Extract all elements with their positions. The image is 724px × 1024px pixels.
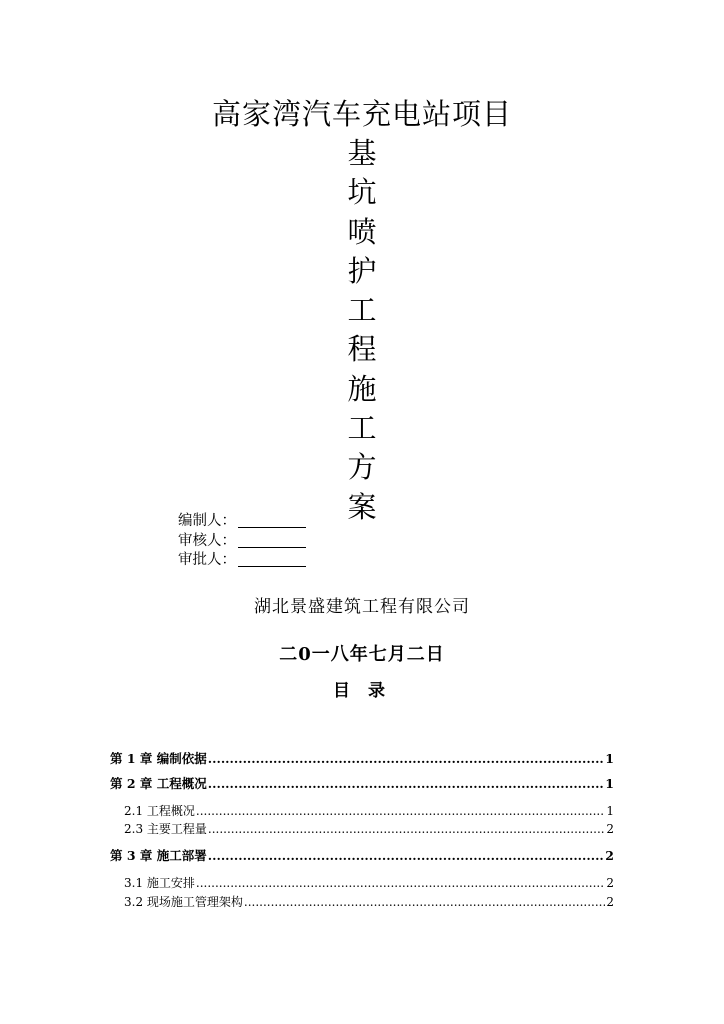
vertical-char: 护	[347, 253, 377, 288]
company-name: 湖北景盛建筑工程有限公司	[254, 597, 470, 617]
vertical-char: 喷	[347, 214, 377, 249]
toc-entry[interactable]	[124, 802, 614, 820]
toc-leader	[244, 893, 605, 911]
toc-entry[interactable]	[124, 874, 614, 892]
toc-entry[interactable]	[124, 820, 614, 838]
toc-entry[interactable]	[110, 750, 614, 768]
document-date: 二0一八年七月二日	[279, 644, 445, 665]
signature-row-approver	[178, 551, 306, 571]
toc-entry-text: 第 3 章 施工部署	[110, 848, 207, 863]
toc-page-number: 2	[606, 876, 614, 890]
toc-leader	[208, 750, 605, 768]
vertical-char: 坑	[347, 175, 377, 210]
vertical-char: 工	[347, 293, 377, 328]
signature-row-reviewer	[178, 532, 306, 552]
toc-leader	[196, 874, 605, 892]
vertical-char: 基	[347, 136, 377, 170]
signature-line	[238, 515, 306, 528]
signature-label: 审批人：	[178, 552, 236, 568]
toc-entry[interactable]	[110, 847, 614, 865]
signature-line	[238, 554, 306, 567]
toc-leader	[196, 802, 605, 820]
toc-page-number: 1	[605, 776, 614, 791]
vertical-char: 施	[347, 371, 377, 406]
toc-title: 目 录	[333, 681, 391, 701]
toc-entry[interactable]	[124, 893, 614, 911]
toc-entry[interactable]	[110, 775, 614, 793]
signature-row-author	[178, 512, 306, 532]
toc-entry-text: 2.3 主要工程量	[124, 822, 207, 836]
toc-leader	[208, 847, 605, 865]
toc-entry-text: 第 1 章 编制依据	[110, 751, 207, 766]
toc-leader	[208, 775, 605, 793]
vertical-char: 工	[347, 411, 377, 446]
vertical-title	[342, 134, 382, 527]
toc-page-number: 1	[606, 804, 614, 818]
toc-entry-text: 3.1 施工安排	[124, 876, 195, 890]
toc-entry-text: 3.2 现场施工管理架构	[124, 895, 243, 909]
cover-title: 高家湾汽车充电站项目	[211, 97, 512, 131]
signature-line	[238, 535, 306, 548]
toc-page-number: 2	[606, 895, 614, 909]
toc-entry-text: 第 2 章 工程概况	[110, 776, 207, 791]
signature-label: 编制人：	[178, 513, 236, 529]
toc-page-number: 1	[605, 751, 614, 766]
vertical-char: 案	[347, 489, 377, 524]
toc-leader	[208, 820, 605, 838]
vertical-char: 程	[347, 332, 377, 367]
signature-block	[178, 512, 306, 571]
toc-entry-text: 2.1 工程概况	[124, 804, 195, 818]
vertical-char: 方	[347, 450, 377, 485]
toc-page-number: 2	[605, 848, 614, 863]
signature-label: 审核人：	[178, 532, 236, 549]
toc-page-number: 2	[606, 822, 614, 836]
